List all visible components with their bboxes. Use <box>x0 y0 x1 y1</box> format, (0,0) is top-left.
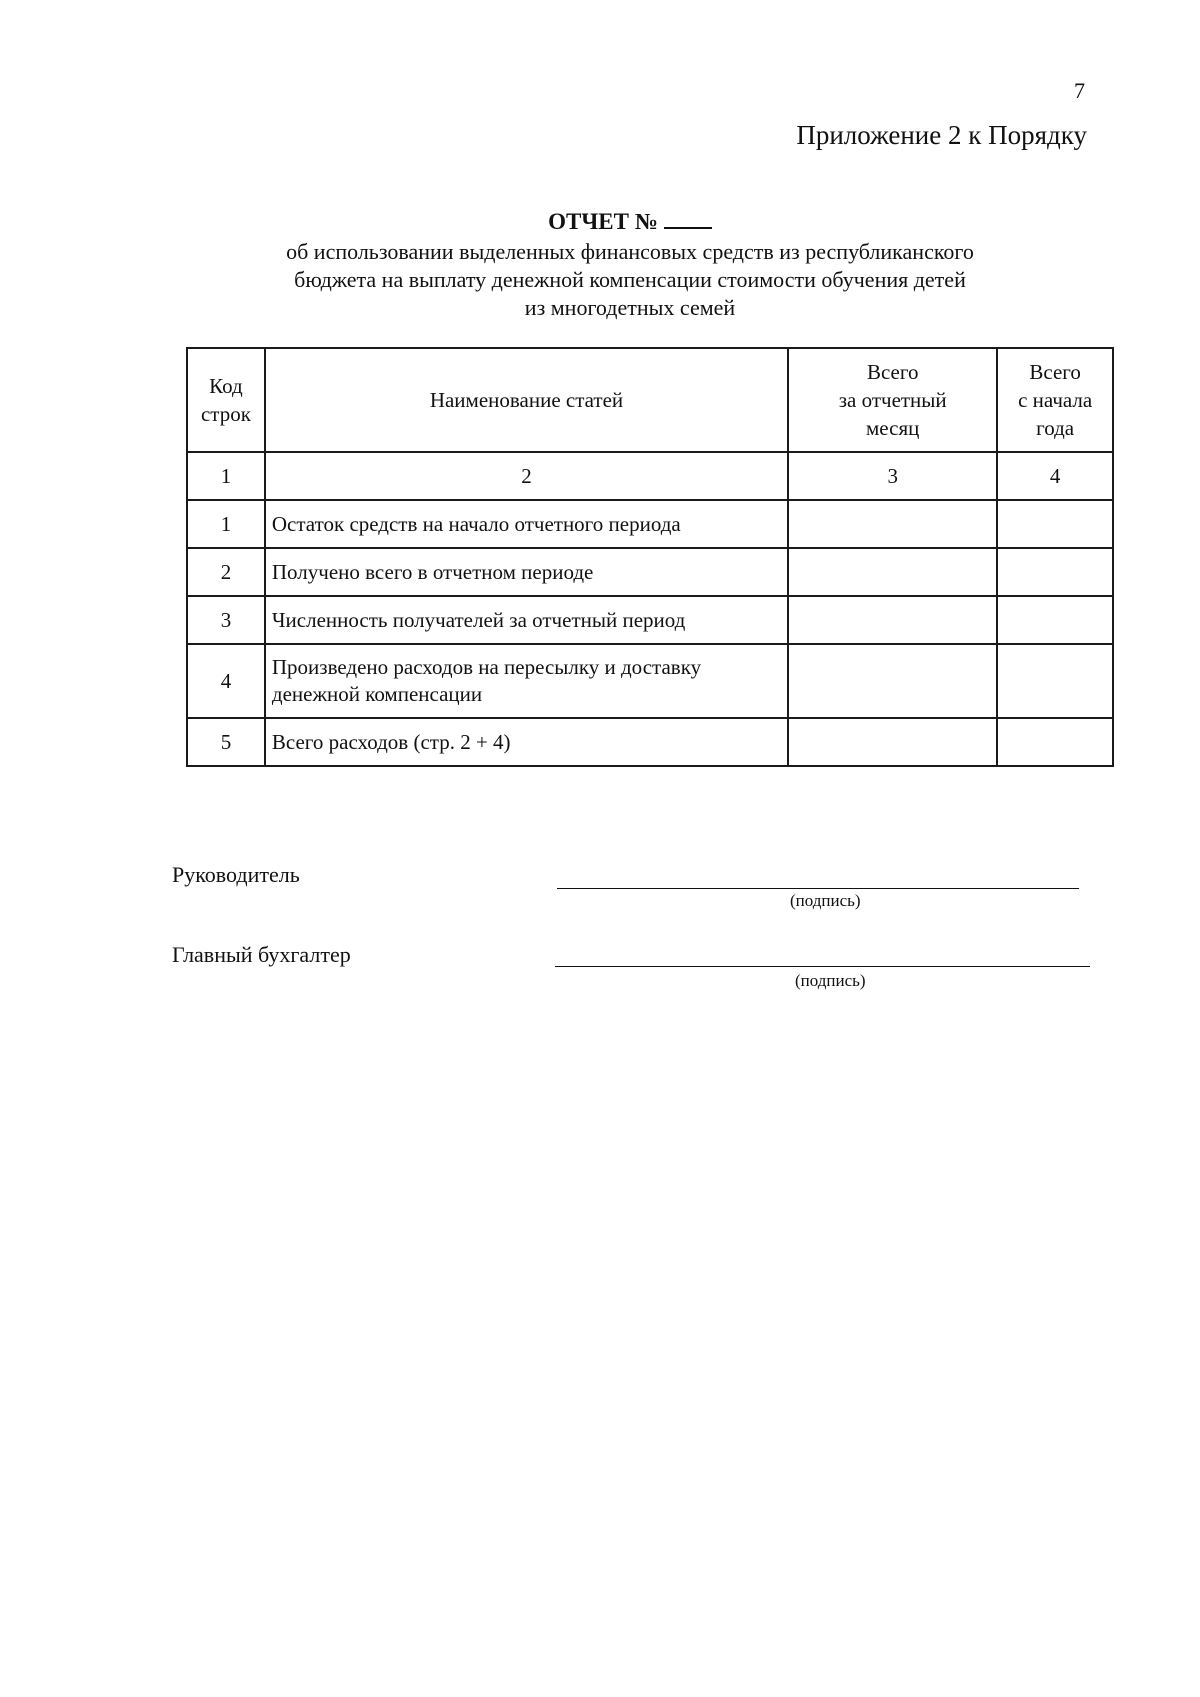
report-title-text: ОТЧЕТ № <box>548 209 658 234</box>
header-code-line-1: Код <box>209 374 243 398</box>
head-signature-label: Руководитель <box>172 862 300 887</box>
column-number: 4 <box>997 452 1113 500</box>
row-month-value[interactable] <box>788 500 997 548</box>
row-name <box>265 644 788 718</box>
header-year-line-1: Всего <box>1029 360 1081 384</box>
table-row <box>187 548 1113 596</box>
row-name: Получено всего в отчетном периоде <box>265 548 788 596</box>
header-year <box>997 348 1113 452</box>
header-name: Наименование статей <box>265 348 788 452</box>
header-month <box>788 348 997 452</box>
row-year-value[interactable] <box>997 644 1113 718</box>
row-year-value[interactable] <box>997 596 1113 644</box>
row-code: 4 <box>187 644 265 718</box>
header-month-line-1: Всего <box>866 360 919 384</box>
header-code <box>187 348 265 452</box>
row-year-value[interactable] <box>997 500 1113 548</box>
row-year-value[interactable] <box>997 548 1113 596</box>
row-name-line-1: Произведено расходов на пересылку и доставку <box>271 655 702 679</box>
report-table <box>186 347 1114 767</box>
row-name: Остаток средств на начало отчетного периода <box>265 500 788 548</box>
report-number-blank <box>664 209 712 229</box>
head-signature-caption: (подпись) <box>790 891 861 910</box>
row-code: 1 <box>187 500 265 548</box>
header-year-line-2: с начала <box>1018 388 1093 412</box>
row-month-value[interactable] <box>788 596 997 644</box>
accountant-signature-label: Главный бухгалтер <box>172 942 351 967</box>
header-code-line-2: строк <box>200 402 251 426</box>
column-number: 1 <box>187 452 265 500</box>
report-subtitle-line-2: бюджета на выплату денежной компенсации стоимости обучения детей <box>294 267 966 292</box>
report-title <box>180 208 1080 236</box>
column-number: 2 <box>265 452 788 500</box>
header-month-line-2: за отчетный <box>838 388 947 412</box>
accountant-signature-caption: (подпись) <box>795 971 866 990</box>
row-code: 2 <box>187 548 265 596</box>
head-signature-line[interactable] <box>557 888 1079 889</box>
report-subtitle-line-3: из многодетных семей <box>524 295 736 320</box>
table-row <box>187 500 1113 548</box>
header-year-line-3: года <box>1036 416 1075 440</box>
report-title-block <box>180 208 1080 322</box>
row-code: 3 <box>187 596 265 644</box>
row-name: Всего расходов (стр. 2 + 4) <box>265 718 788 766</box>
row-month-value[interactable] <box>788 718 997 766</box>
row-code: 5 <box>187 718 265 766</box>
row-year-value[interactable] <box>997 718 1113 766</box>
page-number: 7 <box>1074 78 1085 103</box>
table-row <box>187 596 1113 644</box>
column-number: 3 <box>788 452 997 500</box>
row-month-value[interactable] <box>788 644 997 718</box>
table-row <box>187 718 1113 766</box>
header-month-line-3: месяц <box>866 416 920 440</box>
table-row <box>187 644 1113 718</box>
row-name: Численность получателей за отчетный период <box>265 596 788 644</box>
table-header-row <box>187 348 1113 452</box>
row-name-line-2: денежной компенсации <box>271 682 483 706</box>
appendix-label: Приложение 2 к Порядку <box>796 120 1087 150</box>
accountant-signature-line[interactable] <box>555 966 1090 967</box>
row-month-value[interactable] <box>788 548 997 596</box>
column-number-row <box>187 452 1113 500</box>
report-subtitle-line-1: об использовании выделенных финансовых средств из республиканского <box>286 239 974 264</box>
